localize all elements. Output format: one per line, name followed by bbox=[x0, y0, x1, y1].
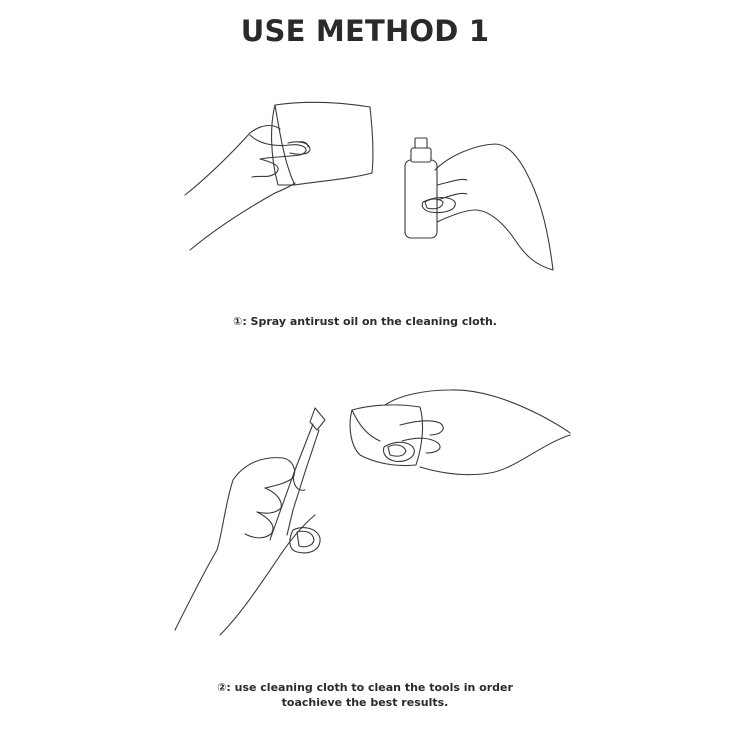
step-2-text: : use cleaning cloth to clean the tools in order toachieve the best results. bbox=[226, 681, 513, 709]
hand-holding-spray-bottle-icon bbox=[395, 130, 560, 275]
step-1-text: : Spray antirust oil on the cleaning cloth. bbox=[242, 315, 497, 328]
page-title: USE METHOD 1 bbox=[240, 14, 490, 48]
step-1-instruction bbox=[0, 314, 730, 329]
step-2-instruction bbox=[195, 680, 535, 710]
hand-holding-cuticle-nipper-icon bbox=[165, 400, 345, 640]
hand-holding-cloth-icon bbox=[180, 95, 380, 260]
hand-wiping-with-cloth-icon bbox=[340, 385, 575, 500]
step-1-marker: ① bbox=[233, 315, 243, 328]
step-2-marker: ② bbox=[217, 681, 227, 694]
